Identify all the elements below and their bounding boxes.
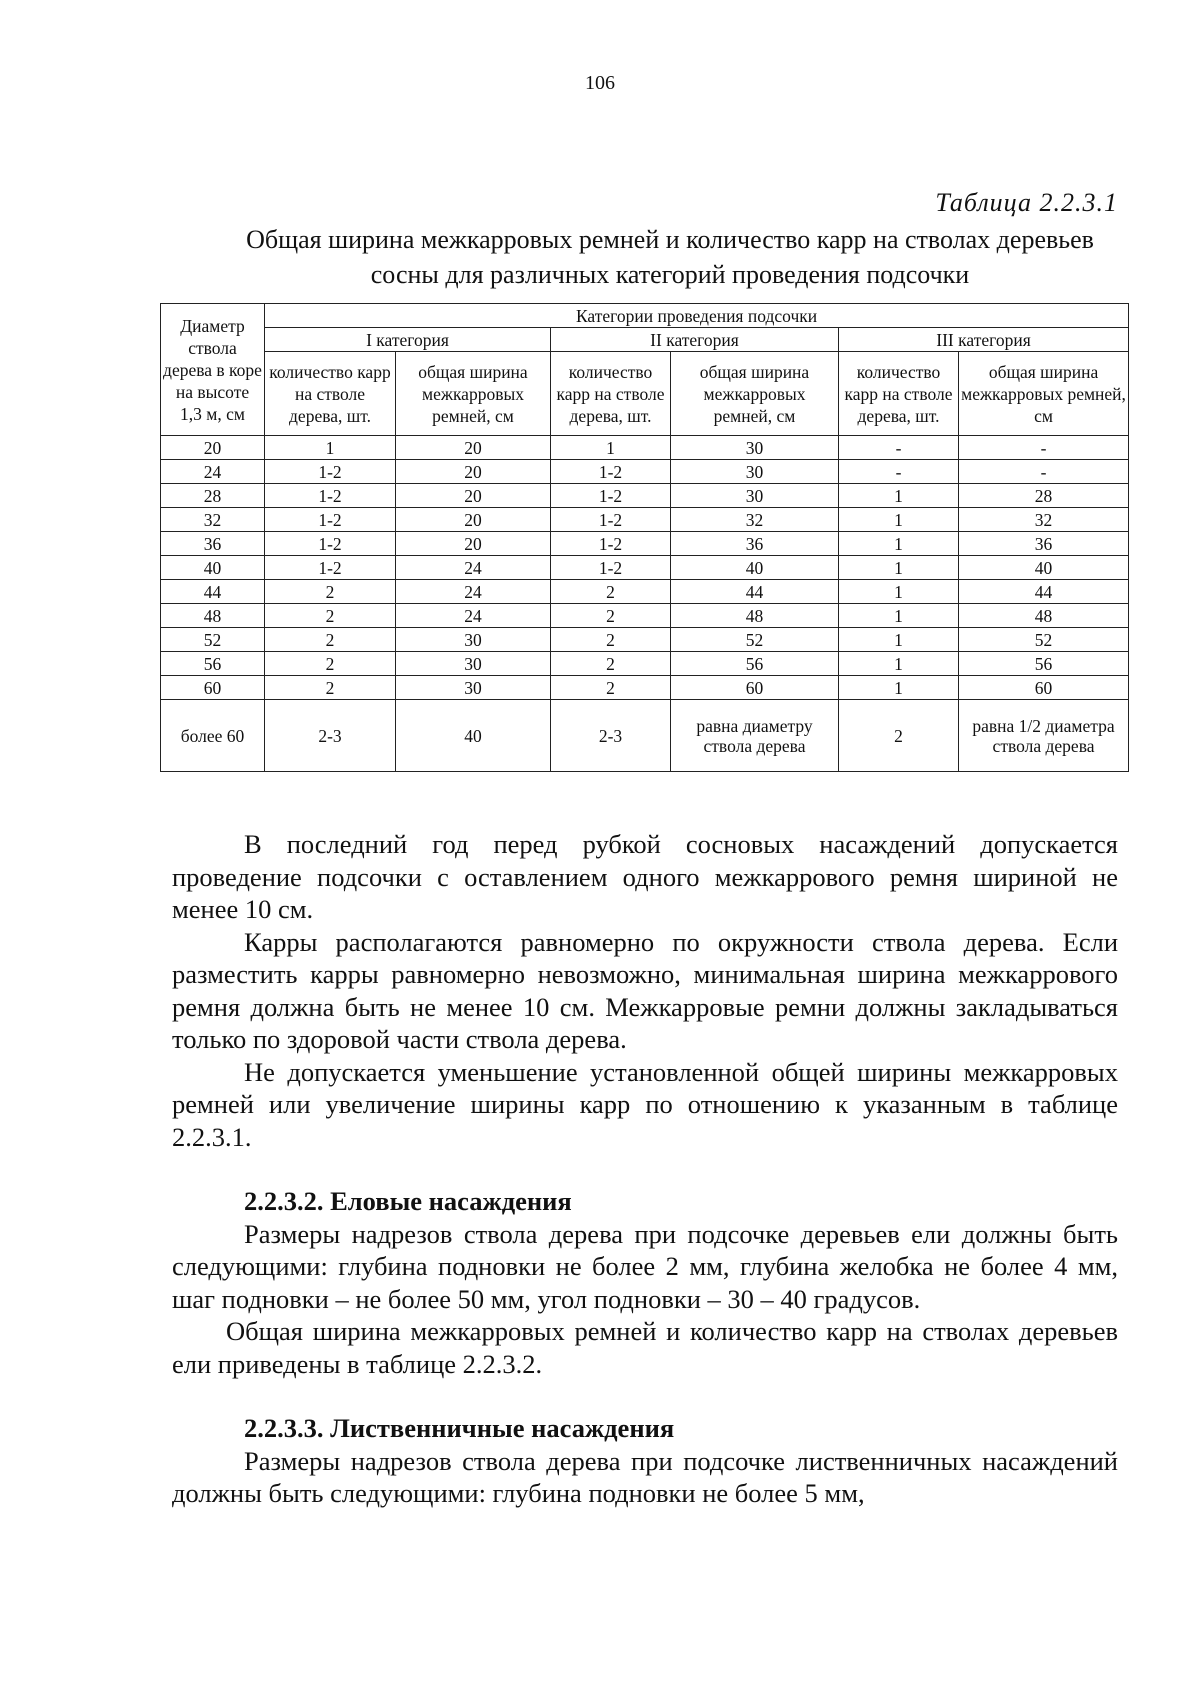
table-cell: 1-2 bbox=[265, 532, 396, 556]
heading-spruce: 2.2.3.2. Еловые насаждения bbox=[244, 1186, 572, 1216]
table-cell: 56 bbox=[161, 652, 265, 676]
table-cell: 20 bbox=[396, 532, 551, 556]
table-cell: 48 bbox=[161, 604, 265, 628]
heading-larch: 2.2.3.3. Лиственничные насаждения bbox=[244, 1413, 675, 1443]
table-cell: 2-3 bbox=[551, 700, 671, 772]
table-cell: 60 bbox=[959, 676, 1129, 700]
table-cell: 20 bbox=[396, 508, 551, 532]
table-row bbox=[161, 628, 1129, 652]
table-cell: 2 bbox=[551, 628, 671, 652]
table-cell: 30 bbox=[671, 460, 839, 484]
table-cell: 2 bbox=[551, 676, 671, 700]
table-cell: 2 bbox=[265, 604, 396, 628]
table-cell: - bbox=[839, 436, 959, 460]
table-cell: 32 bbox=[671, 508, 839, 532]
table-cell: равна 1/2 диаметра ствола дерева bbox=[959, 700, 1129, 772]
table-cell: 1 bbox=[839, 628, 959, 652]
cat1-width-header: общая ширина межкарровых ремней, см bbox=[396, 352, 551, 436]
table-cell: 40 bbox=[396, 700, 551, 772]
table-cell: 1 bbox=[839, 508, 959, 532]
table-row bbox=[161, 652, 1129, 676]
table-cell: 24 bbox=[396, 580, 551, 604]
category-1-header: I категория bbox=[265, 328, 551, 352]
table-cell: 36 bbox=[161, 532, 265, 556]
table-cell: 48 bbox=[959, 604, 1129, 628]
table-cell: 48 bbox=[671, 604, 839, 628]
table-cell: 36 bbox=[671, 532, 839, 556]
table-cell: 1 bbox=[839, 604, 959, 628]
table-row bbox=[161, 532, 1129, 556]
table-row bbox=[161, 484, 1129, 508]
table-cell: 1 bbox=[839, 484, 959, 508]
table-cell: 52 bbox=[161, 628, 265, 652]
table-cell: 2 bbox=[839, 700, 959, 772]
table-cell: равна диаметру ствола дерева bbox=[671, 700, 839, 772]
table-cell: 20 bbox=[396, 436, 551, 460]
table-cell: 1-2 bbox=[551, 532, 671, 556]
paragraph-spruce-table-ref: Общая ширина межкарровых ремней и количество карр на стволах деревьев ели приведены в таблице 2.2.3.2. bbox=[172, 1316, 1118, 1379]
diameter-header: Диаметр ствола дерева в коре на высоте 1,3 м, см bbox=[161, 304, 265, 436]
table-cell: 2 bbox=[265, 580, 396, 604]
table-cell: 60 bbox=[671, 676, 839, 700]
table-cell: 24 bbox=[396, 556, 551, 580]
table-row bbox=[161, 508, 1129, 532]
table-cell: 32 bbox=[959, 508, 1129, 532]
table-title: Общая ширина межкарровых ремней и количество карр на стволах деревьев сосны для различных категорий проведения подсочки bbox=[246, 225, 1094, 289]
table-cell: 20 bbox=[161, 436, 265, 460]
paragraph-larch-cuts: Размеры надрезов ствола дерева при подсочке лиственничных насаждений должны быть следующими: глубина подновки не более 5 мм, bbox=[172, 1445, 1118, 1508]
table-caption: Таблица 2.2.3.1 bbox=[935, 188, 1118, 217]
table-cell: 1-2 bbox=[265, 508, 396, 532]
table-cell: 1-2 bbox=[551, 460, 671, 484]
table-cell: 1 bbox=[839, 652, 959, 676]
table-cell: более 60 bbox=[161, 700, 265, 772]
table-cell: 1 bbox=[839, 676, 959, 700]
table-cell: 40 bbox=[671, 556, 839, 580]
table-cell: 1-2 bbox=[551, 508, 671, 532]
table-cell: 28 bbox=[959, 484, 1129, 508]
table-cell: - bbox=[959, 460, 1129, 484]
table-cell: 30 bbox=[396, 676, 551, 700]
table-cell: - bbox=[839, 460, 959, 484]
table-cell: 28 bbox=[161, 484, 265, 508]
paragraph-spruce-cuts: Размеры надрезов ствола дерева при подсочке деревьев ели должны быть следующими: глубина подновки не более 2 мм, глубина желобка не более 4 мм, шаг подновки – не более 50 мм, угол подновки – 30 – 40 градусов. bbox=[172, 1218, 1118, 1314]
paragraph-last-year: В последний год перед рубкой сосновых насаждений допускается проведение подсочки с оставлением одного межкаррового ремня шириной не менее 10 см. bbox=[172, 829, 1118, 924]
table-cell: 1-2 bbox=[265, 556, 396, 580]
table-cell: 30 bbox=[671, 436, 839, 460]
table-cell: 52 bbox=[671, 628, 839, 652]
table-cell: 30 bbox=[396, 652, 551, 676]
table-row bbox=[161, 580, 1129, 604]
table-cell: 1 bbox=[839, 580, 959, 604]
table-cell: 2 bbox=[265, 652, 396, 676]
table-cell: - bbox=[959, 436, 1129, 460]
table-cell: 20 bbox=[396, 484, 551, 508]
cat3-width-header: общая ширина межкарровых ремней, см bbox=[959, 352, 1129, 436]
table-cell: 1 bbox=[265, 436, 396, 460]
table-cell: 36 bbox=[959, 532, 1129, 556]
table-cell: 1-2 bbox=[265, 484, 396, 508]
table-row bbox=[161, 676, 1129, 700]
paragraph-placement: Карры располагаются равномерно по окружности ствола дерева. Если разместить карры равномерно невозможно, минимальная ширина межкаррового ремня должна быть не менее 10 см. Межкарровые ремни должны закладываться только по здоровой части ствола дерева. bbox=[172, 926, 1118, 1054]
body-text bbox=[172, 828, 1118, 1510]
cat2-count-header: количество карр на стволе дерева, шт. bbox=[551, 352, 671, 436]
table-cell: 24 bbox=[396, 604, 551, 628]
table-cell: 2 bbox=[551, 604, 671, 628]
table-cell: 44 bbox=[161, 580, 265, 604]
table-cell: 56 bbox=[671, 652, 839, 676]
table-cell: 1-2 bbox=[551, 556, 671, 580]
table-cell: 52 bbox=[959, 628, 1129, 652]
table-cell: 44 bbox=[671, 580, 839, 604]
table-cell: 1-2 bbox=[265, 460, 396, 484]
cat1-count-header: количество карр на стволе дерева, шт. bbox=[265, 352, 396, 436]
table-row bbox=[161, 436, 1129, 460]
category-2-header: II категория bbox=[551, 328, 839, 352]
table-cell: 56 bbox=[959, 652, 1129, 676]
categories-header: Категории проведения подсочки bbox=[265, 304, 1129, 328]
table-cell: 1 bbox=[551, 436, 671, 460]
table-cell: 2 bbox=[265, 628, 396, 652]
table-cell: 20 bbox=[396, 460, 551, 484]
table-cell: 1 bbox=[839, 532, 959, 556]
table-cell: 2 bbox=[551, 580, 671, 604]
cat3-count-header: количество карр на стволе дерева, шт. bbox=[839, 352, 959, 436]
cat2-width-header: общая ширина межкарровых ремней, см bbox=[671, 352, 839, 436]
table-cell: 1 bbox=[839, 556, 959, 580]
table-cell: 40 bbox=[959, 556, 1129, 580]
table-row bbox=[161, 700, 1129, 772]
table-cell: 32 bbox=[161, 508, 265, 532]
category-3-header: III категория bbox=[839, 328, 1129, 352]
table-cell: 30 bbox=[396, 628, 551, 652]
table-row bbox=[161, 604, 1129, 628]
table-cell: 24 bbox=[161, 460, 265, 484]
table-cell: 44 bbox=[959, 580, 1129, 604]
pine-tapping-table bbox=[160, 303, 1129, 772]
table-cell: 40 bbox=[161, 556, 265, 580]
table-cell: 1-2 bbox=[551, 484, 671, 508]
page-number: 106 bbox=[585, 72, 615, 94]
table-row bbox=[161, 556, 1129, 580]
table-cell: 60 bbox=[161, 676, 265, 700]
paragraph-restriction: Не допускается уменьшение установленной общей ширины межкарровых ремней или увеличение ширины карр по отношению к указанным в таблице 2.2.3.1. bbox=[172, 1056, 1118, 1152]
table-cell: 2 bbox=[265, 676, 396, 700]
table-cell: 2 bbox=[551, 652, 671, 676]
table-cell: 30 bbox=[671, 484, 839, 508]
table-row bbox=[161, 460, 1129, 484]
table-cell: 2-3 bbox=[265, 700, 396, 772]
